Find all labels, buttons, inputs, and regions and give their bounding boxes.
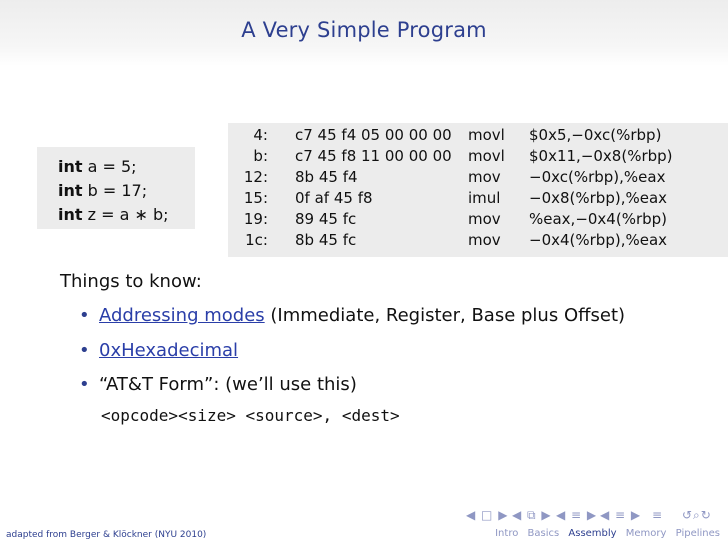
asm-opcode: mov: [468, 210, 501, 228]
type-keyword: int: [58, 157, 83, 176]
hexadecimal-link[interactable]: 0xHexadecimal: [99, 340, 239, 361]
asm-opcode: mov: [468, 231, 501, 249]
asm-opcode: mov: [468, 168, 501, 186]
bullet-att-form: [79, 374, 357, 395]
asm-operands: $0x11,−0x8(%rbp): [529, 147, 673, 165]
asm-bytes: 89 45 fc: [295, 210, 357, 228]
asm-operands: −0x8(%rbp),%eax: [529, 189, 668, 207]
addressing-modes-link[interactable]: Addressing modes: [99, 305, 265, 326]
code-line-2: [58, 181, 147, 200]
section-intro[interactable]: Intro: [495, 528, 519, 539]
section-memory[interactable]: Memory: [625, 528, 667, 539]
code-text: a = 5;: [82, 157, 137, 176]
asm-address: 15:: [243, 189, 268, 207]
notes-heading: Things to know:: [60, 271, 202, 292]
asm-operands: −0x4(%rbp),%eax: [529, 231, 668, 249]
asm-opcode: movl: [468, 147, 505, 165]
footer-credit: adapted from Berger & Klöckner (NYU 2010): [6, 530, 207, 540]
code-text: z = a ∗ b;: [82, 205, 169, 224]
asm-bytes: 0f af 45 f8: [295, 189, 373, 207]
nav-subsection-icon[interactable]: ◀ ⧉ ▶: [512, 508, 552, 522]
asm-opcode: movl: [468, 126, 505, 144]
asm-bytes: c7 45 f4 05 00 00 00: [295, 126, 452, 144]
nav-frame-icon[interactable]: ◀ □ ▶: [466, 508, 509, 522]
asm-operands: $0x5,−0xc(%rbp): [529, 126, 662, 144]
nav-slide-icon[interactable]: ◀ ≡ ▶: [600, 508, 642, 522]
section-assembly[interactable]: Assembly: [568, 528, 617, 539]
asm-address: 19:: [243, 210, 268, 228]
asm-operands: %eax,−0x4(%rbp): [529, 210, 668, 228]
asm-operands: −0xc(%rbp),%eax: [529, 168, 666, 186]
bullet-hexadecimal: [79, 340, 238, 361]
asm-address: 4:: [253, 126, 268, 144]
asm-opcode: imul: [468, 189, 501, 207]
section-pipelines[interactable]: Pipelines: [675, 528, 720, 539]
bullet-text: (Immediate, Register, Base plus Offset): [264, 305, 626, 326]
bullet-text: “AT&T Form”: (we’ll use this): [99, 374, 357, 395]
asm-address: 12:: [243, 168, 268, 186]
bullet-icon: •: [79, 374, 90, 395]
type-keyword: int: [58, 181, 83, 200]
asm-address: 1c:: [245, 231, 268, 249]
slide-title: A Very Simple Program: [241, 18, 487, 42]
att-syntax-template: <opcode><size> <source>, <dest>: [101, 406, 400, 425]
section-basics[interactable]: Basics: [527, 528, 560, 539]
assembly-box: [228, 123, 728, 257]
code-line-1: [58, 157, 137, 176]
asm-bytes: 8b 45 f4: [295, 168, 358, 186]
asm-address: b:: [253, 147, 268, 165]
nav-search-icon[interactable]: ↺⌕↻: [682, 508, 712, 522]
asm-bytes: 8b 45 fc: [295, 231, 357, 249]
asm-bytes: c7 45 f8 11 00 00 00: [295, 147, 452, 165]
section-nav: [489, 528, 720, 539]
c-code-box: [37, 147, 195, 229]
bullet-addressing-modes: [79, 305, 625, 326]
code-text: b = 17;: [82, 181, 148, 200]
nav-toc-icon[interactable]: ≡: [652, 508, 664, 522]
nav-section-icon[interactable]: ◀ ≡ ▶: [556, 508, 598, 522]
bullet-icon: •: [79, 305, 90, 326]
bullet-icon: •: [79, 340, 90, 361]
code-line-3: [58, 205, 169, 224]
type-keyword: int: [58, 205, 83, 224]
